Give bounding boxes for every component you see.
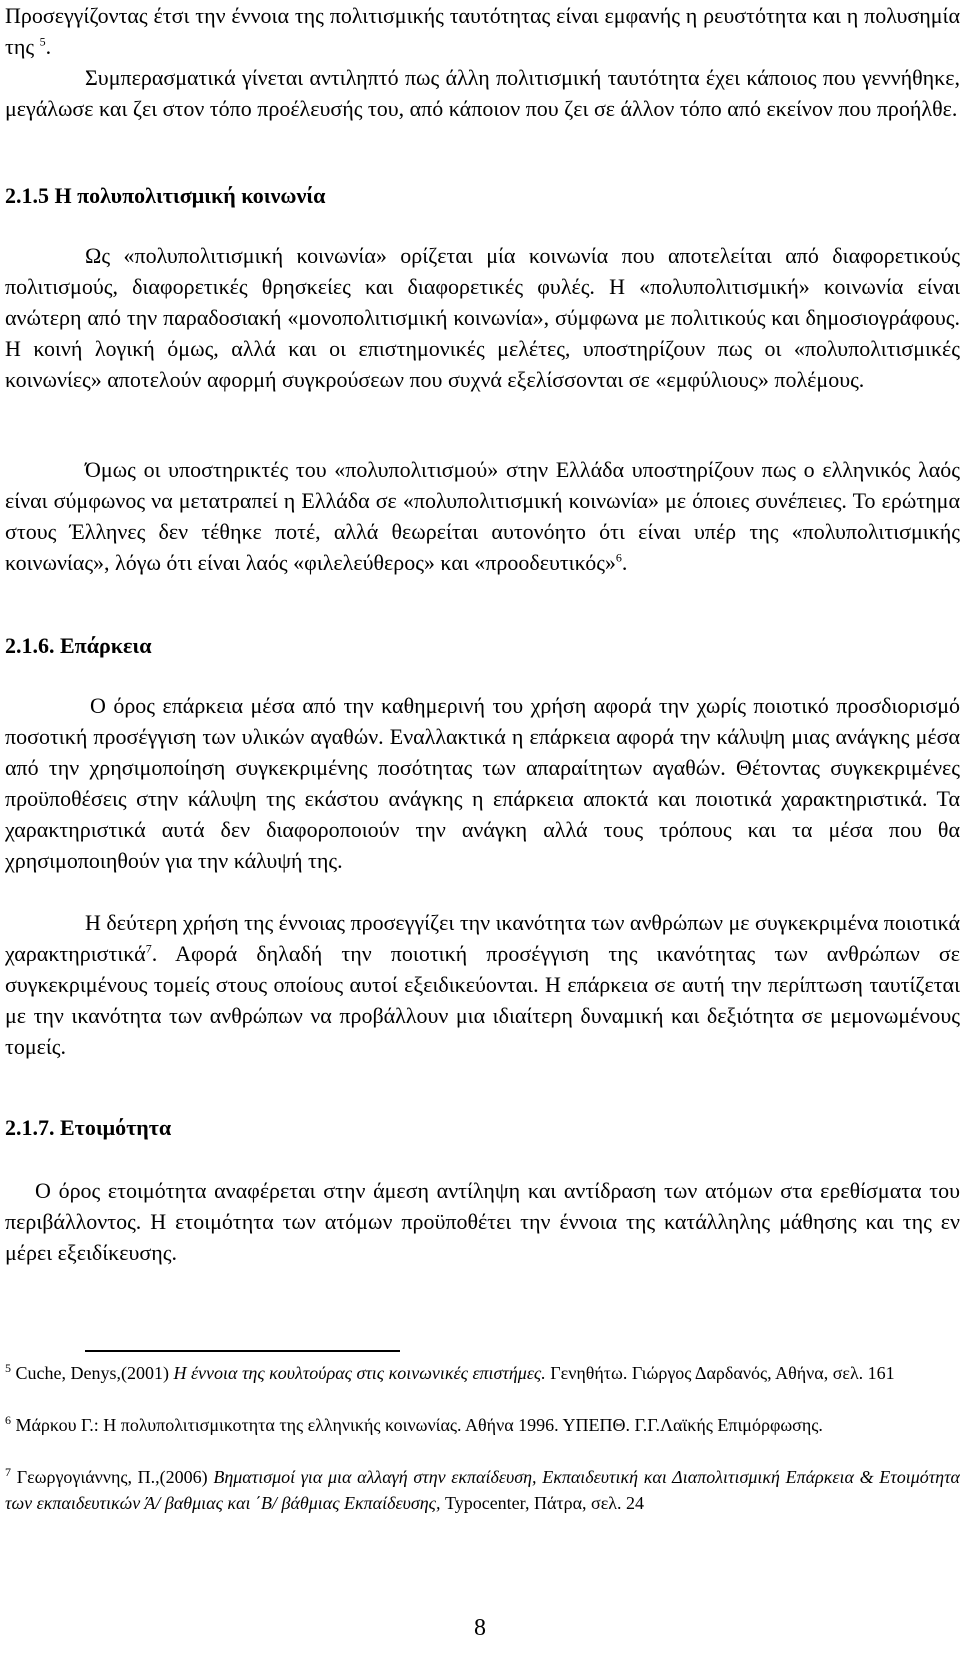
paragraph-adequacy-second-use xyxy=(5,907,960,1062)
footnote-number: 6 xyxy=(5,1413,11,1427)
footnote-number: 5 xyxy=(5,1361,11,1375)
paragraph-readiness: Ο όρος ετοιμότητα αναφέρεται στην άμεση αντίληψη και αντίδραση των ατόμων στα ερεθίσματα του περιβάλλοντος. Η ετοιμότητα των ατόμων προϋποθέτει την έννοια της κατάλληλης μάθησης και της εν μέρει εξειδίκευσης. xyxy=(5,1178,960,1265)
footnote-ref-6: 6 xyxy=(615,550,622,565)
footnote-text: Cuche, Denys,(2001) xyxy=(15,1363,174,1383)
footnote-ref-5: 5 xyxy=(39,34,46,49)
paragraph-text: Όμως οι υποστηρικτές του «πολυπολιτισμού» στην Ελλάδα υποστηρίζουν πως ο ελληνικός λαός είναι σύμφωνος να μετατραπεί η Ελλάδα σε «πολυπολιτισμική κοινωνία» με όποιες συνέπειες. Το ερώτημα στους Έλληνες δεν τέθηκε ποτέ, αλλά θεωρείται αυτονόητο ότι είναι υπέρ της «πολυπολιτισμικής κοινωνίας», λόγω ότι είναι λαός «φιλελεύθερος» και «προοδευτικός» xyxy=(5,457,960,575)
paragraph-multicultural-supporters xyxy=(5,454,960,578)
paragraph-identity-fluidity xyxy=(5,0,960,62)
footnote-text: Γεωργογιάννης, Π.,(2006) xyxy=(16,1467,214,1487)
footnote-text: Γενηθήτω. Γιώργος Δαρδανός, Αθήνα, σελ. 161 xyxy=(545,1363,895,1383)
paragraph-text: . Αφορά δηλαδή την ποιοτική προσέγγιση της ικανότητας των ανθρώπων σε συγκεκριμένους τομείς στους οποίους αυτοί εξειδικεύονται. Η επάρκεια σε αυτή την περίπτωση ταυτίζεται με την ικανότητα των ανθρώπων να προβάλλουν μια ιδιαίτερη δυναμική και δεξιότητα σε μεμονωμένους τομείς. xyxy=(5,941,960,1059)
footnote-6 xyxy=(5,1412,960,1438)
page-number: 8 xyxy=(474,1615,486,1641)
footnote-title: Βηματισμοί για μια αλλαγή στην εκπαίδευση, Εκπαιδευτική και Διαπολιτισμική Επάρκεια & Ετοιμότητα των εκπαιδευτικών Ά/ βαθμιας και ΄Β/ βάθμιας Εκπαίδευσης, xyxy=(5,1467,960,1513)
paragraph-conclusion: Συμπερασματικά γίνεται αντιληπτό πως άλλη πολιτισμική ταυτότητα έχει κάποιος που γεννήθηκε, μεγάλωσε και ζει στον τόπο προέλευσής του, από κάποιον που ζει σε άλλον τόπο από εκείνον που προήλθε. xyxy=(5,65,960,121)
footnote-title: Η έννοια της κουλτούρας στις κοινωνικές επιστήμες. xyxy=(173,1363,546,1383)
footnote-7 xyxy=(5,1464,960,1516)
footnote-ref-7: 7 xyxy=(145,941,152,956)
paragraph-text: . xyxy=(621,550,628,575)
section-heading-2-1-7: 2.1.7. Ετοιμότητα xyxy=(5,1115,172,1140)
footnote-text: Typocenter, Πάτρα, σελ. 24 xyxy=(440,1493,645,1513)
paragraph-adequacy-definition: Ο όρος επάρκεια μέσα από την καθημερινή του χρήση αφορά την χωρίς ποιοτικό προσδιορισμό ποσοτική προσέγγιση των υλικών αγαθών. Εναλλακτικά η επάρκεια αφορά την κάλυψη μιας ανάγκης μέσα από την χρησιμοποίηση συγκεκριμένης ποσότητας των απαραίτητων αγαθών. Θέτοντας συγκεκριμένες προϋποθέσεις στην κάλυψη της εκάστου ανάγκης η επάρκεια αποκτά και ποιοτικά χαρακτηριστικά. Τα χαρακτηριστικά αυτά δεν διαφοροποιούν την ανάγκη αλλά τους τρόπους και τα μέσα που θα χρησιμοποιηθούν για την κάλυψή της. xyxy=(5,693,960,873)
footnote-text: Μάρκου Γ.: Η πολυπολιτισμικοτητα της ελληνικής κοινωνίας. Αθήνα 1996. ΥΠΕΠΘ. Γ.Γ.Λαϊκής Επιμόρφωσης. xyxy=(15,1415,823,1435)
footnote-5 xyxy=(5,1360,960,1386)
paragraph-text: Η δεύτερη χρήση της έννοιας προσεγγίζει την ικανότητα των ανθρώπων με συγκεκριμένα ποιοτικά χαρακτηριστικά xyxy=(5,910,960,966)
footnote-number: 7 xyxy=(5,1465,11,1479)
paragraph-text: Προσεγγίζοντας έτσι την έννοια της πολιτισμικής ταυτότητας είναι εμφανής η ρευστότητα και η πολυσημία της xyxy=(5,3,960,59)
section-heading-2-1-6: 2.1.6. Επάρκεια xyxy=(5,633,152,658)
footnote-separator xyxy=(85,1350,400,1352)
paragraph-text: . xyxy=(45,34,52,59)
paragraph-multicultural-definition: Ως «πολυπολιτισμική κοινωνία» ορίζεται μία κοινωνία που αποτελείται από διαφορετικούς πολιτισμούς, διαφορετικές θρησκείες και διαφορετικές φυλές. Η «πολυπολιτισμική» κοινωνία είναι ανώτερη από την παραδοσιακή «μονοπολιτισμική κοινωνία», σύμφωνα με πολιτικούς και δημοσιογράφους. Η κοινή λογική όμως, αλλά και οι επιστημονικές μελέτες, υποστηρίζουν πως οι «πολυπολιτισμικές κοινωνίες» αποτελούν αφορμή συγκρούσεων που συχνά εξελίσσονται σε «εμφύλιους» πολέμους. xyxy=(5,243,960,392)
section-heading-2-1-5: 2.1.5 Η πολυπολιτισμική κοινωνία xyxy=(5,183,326,208)
